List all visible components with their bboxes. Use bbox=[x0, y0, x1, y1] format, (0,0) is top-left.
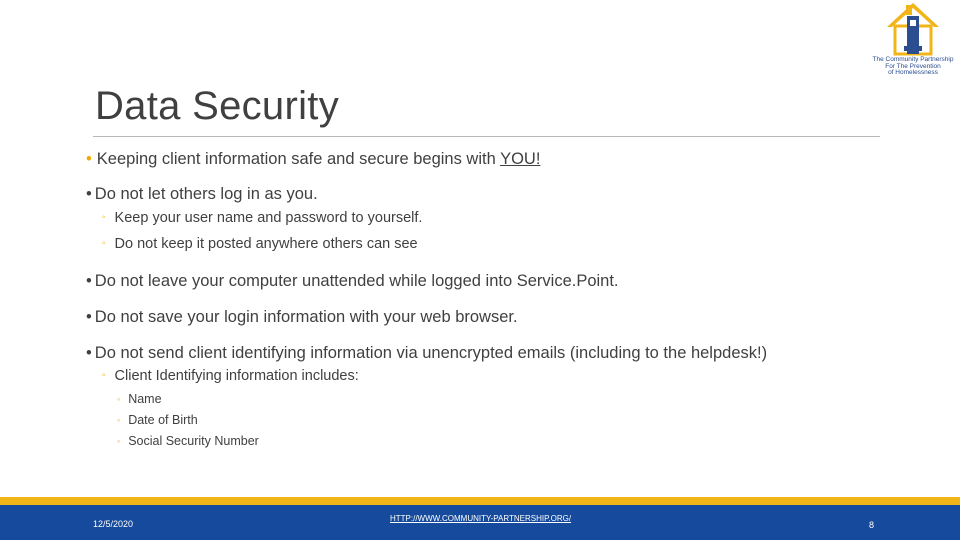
sub-bullet-circle-icon: ◦ bbox=[102, 370, 106, 381]
sub-bullet-text: Keep your user name and password to yourself. bbox=[114, 210, 423, 226]
title-divider bbox=[93, 136, 880, 137]
slide-number: 8 bbox=[869, 520, 875, 530]
bullet-dot-icon: • bbox=[86, 272, 92, 290]
list-item-name bbox=[117, 392, 162, 406]
sub-bullet-circle-icon: ◦ bbox=[117, 394, 121, 404]
bullet-text: Do not let others log in as you. bbox=[94, 185, 318, 203]
bullet-text: Keeping client information safe and secure begins with bbox=[96, 150, 501, 168]
sub-bullet-circle-icon: ◦ bbox=[117, 436, 121, 446]
slide-title: Data Security bbox=[95, 84, 339, 128]
organization-logo bbox=[866, 0, 960, 82]
sub-bullet-not-posted bbox=[102, 236, 418, 252]
list-item-text: Name bbox=[128, 392, 162, 406]
sub-bullet-circle-icon: ◦ bbox=[117, 415, 121, 425]
logo-text-line-2: For The Prevention bbox=[885, 62, 941, 70]
bullet-text: Do not send client identifying information via unencrypted emails (including to the helpdesk!) bbox=[94, 344, 768, 362]
bullet-unencrypted-email bbox=[86, 344, 767, 363]
footer-website-link[interactable]: HTTP://WWW.COMMUNITY-PARTNERSHIP.ORG/ bbox=[390, 514, 572, 523]
bullet-browser-login bbox=[86, 308, 518, 327]
house-logo-icon bbox=[884, 0, 942, 58]
logo-text-line-1: The Community Partnership bbox=[872, 56, 954, 63]
bullet-dot-icon: • bbox=[86, 150, 92, 168]
sub-bullet-text: Do not keep it posted anywhere others can see bbox=[114, 236, 418, 252]
bullet-dot-icon: • bbox=[86, 344, 92, 362]
bullet-no-shared-login bbox=[86, 185, 318, 204]
sub-bullet-identifying-info bbox=[102, 368, 359, 384]
bullet-text: Do not save your login information with your web browser. bbox=[94, 308, 518, 326]
list-item-text: Date of Birth bbox=[128, 413, 198, 427]
sub-bullet-text: Client Identifying information includes: bbox=[114, 368, 359, 384]
list-item-text: Social Security Number bbox=[128, 434, 259, 448]
list-item-ssn bbox=[117, 434, 259, 448]
bullet-computer-unattended bbox=[86, 272, 619, 291]
sub-bullet-password bbox=[102, 210, 422, 226]
bullet-keeping-client-info bbox=[86, 150, 540, 169]
sub-bullet-circle-icon: ◦ bbox=[102, 212, 106, 223]
footer-accent-stripe bbox=[0, 497, 960, 505]
logo-text-line-3: of Homelessness bbox=[888, 69, 938, 76]
bullet-emphasis: YOU! bbox=[500, 150, 541, 168]
sub-bullet-circle-icon: ◦ bbox=[102, 238, 106, 249]
footer-date: 12/5/2020 bbox=[93, 519, 134, 529]
bullet-dot-icon: • bbox=[86, 185, 92, 203]
list-item-date-of-birth bbox=[117, 413, 198, 427]
bullet-text: Do not leave your computer unattended while logged into Service.Point. bbox=[94, 272, 619, 290]
bullet-dot-icon: • bbox=[86, 308, 92, 326]
